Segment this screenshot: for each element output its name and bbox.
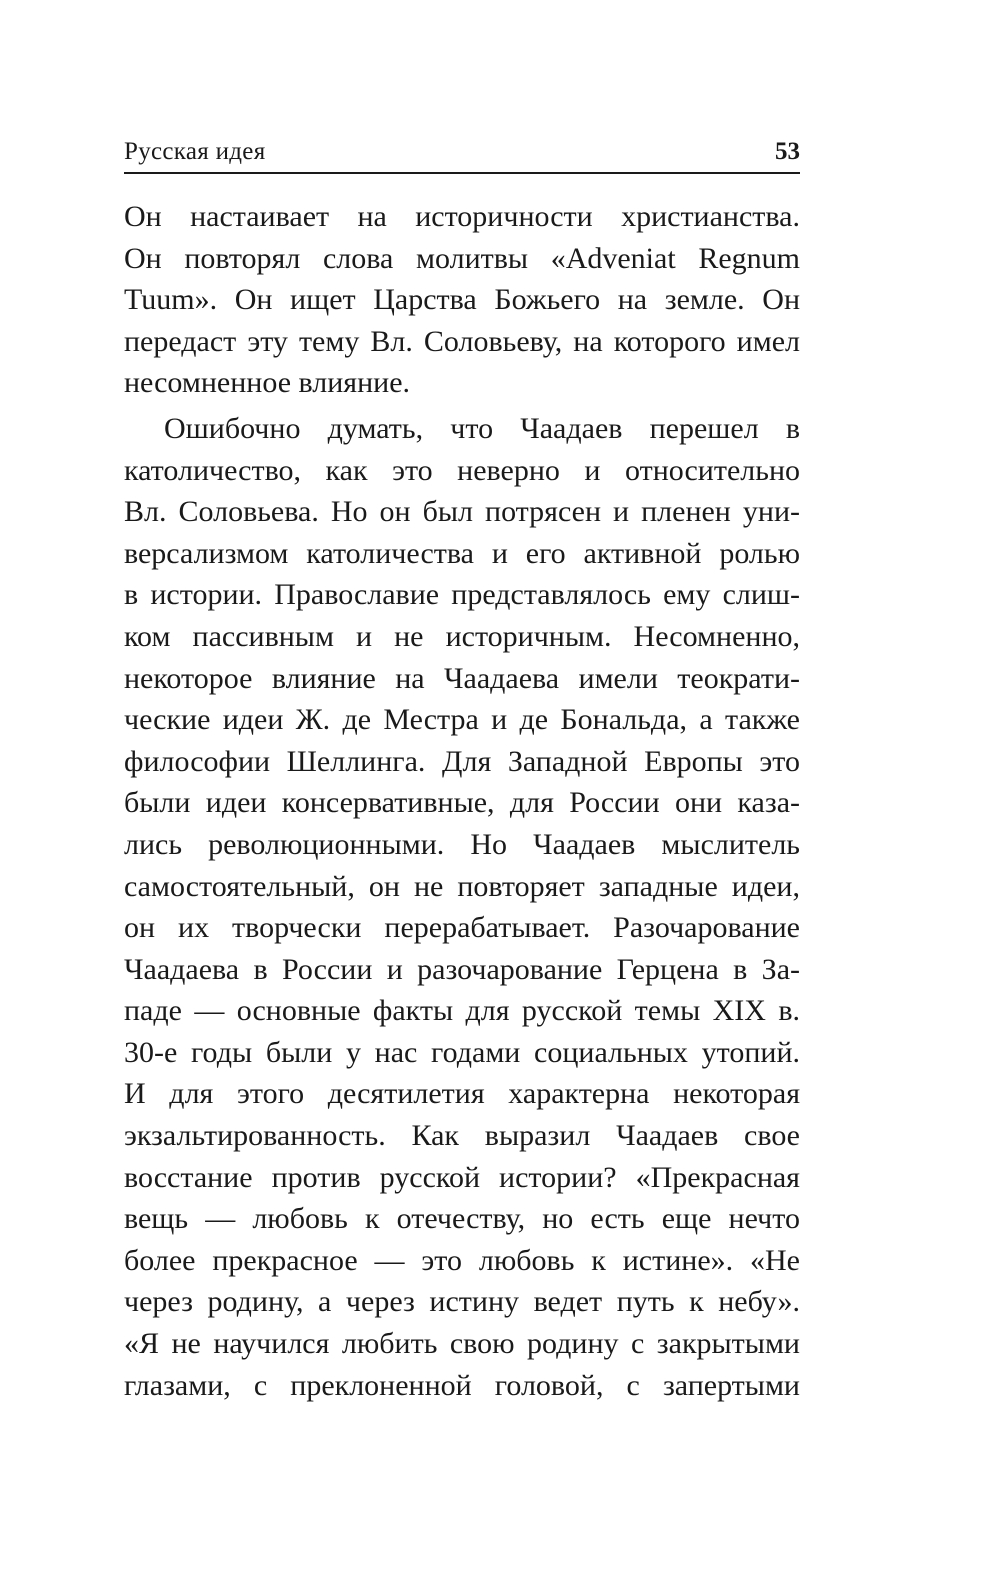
text-line: более прекрасное — это любовь к истине». «Не — [124, 1243, 800, 1277]
text-line: версализмом католичества и его активной ролью — [124, 536, 800, 570]
body-text — [124, 196, 800, 1406]
text-line: 30-е годы были у нас годами социальных утопий. — [124, 1035, 800, 1069]
page-number: 53 — [775, 138, 800, 165]
text-line: глазами, с преклоненной головой, с запертыми — [124, 1368, 800, 1402]
text-line: самостоятельный, он не повторяет западные идеи, — [124, 869, 800, 903]
text-line: восстание против русской истории? «Прекрасная — [124, 1160, 800, 1194]
text-line: ком пассивным и не историчным. Несомненно, — [124, 619, 800, 653]
header-rule — [124, 172, 800, 174]
text-line: Чаадаева в России и разочарование Герцена в За- — [124, 952, 800, 986]
text-line: ческие идеи Ж. де Местра и де Бональда, а также — [124, 703, 800, 737]
text-line: паде — основные факты для русской темы XIX в. — [124, 994, 800, 1028]
text-line: некоторое влияние на Чаадаева имели теократи- — [124, 661, 800, 695]
text-line: философии Шеллинга. Для Западной Европы это — [124, 744, 800, 778]
text-line: католичество, как это неверно и относительно — [124, 453, 800, 487]
text-line: Он настаивает на историчности христианства. — [124, 200, 800, 233]
text-line: в истории. Православие представлялось ему слиш- — [124, 578, 800, 612]
text-line: «Я не научился любить свою родину с закрытыми — [124, 1327, 800, 1361]
running-head — [124, 134, 800, 170]
text-line: Ошибочно думать, что Чаадаев перешел в — [164, 411, 800, 445]
text-line: были идеи консервативные, для России они каза- — [124, 786, 800, 820]
text-line: через родину, а через истину ведет путь к небу». — [124, 1285, 800, 1319]
text-line: Tuum». Он ищет Царства Божьего на земле. Он — [124, 283, 800, 317]
text-line: Вл. Соловьева. Но он был потрясен и пленен уни- — [124, 495, 800, 529]
running-head-title: Русская идея — [124, 138, 266, 165]
text-line: экзальтированность. Как выразил Чаадаев свое — [124, 1119, 800, 1153]
text-line: Он повторял слова молитвы «Adveniat Regnum — [124, 241, 800, 275]
text-line: лись революционными. Но Чаадаев мыслитель — [124, 827, 800, 861]
text-line: И для этого десятилетия характерна некоторая — [124, 1077, 800, 1111]
text-line: вещь — любовь к отечеству, но есть еще нечто — [124, 1202, 800, 1236]
text-line: несомненное влияние. — [124, 366, 411, 400]
text-line: он их творчески перерабатывает. Разочарование — [124, 911, 800, 945]
text-line: передаст эту тему Вл. Соловьеву, на которого имел — [124, 324, 800, 358]
